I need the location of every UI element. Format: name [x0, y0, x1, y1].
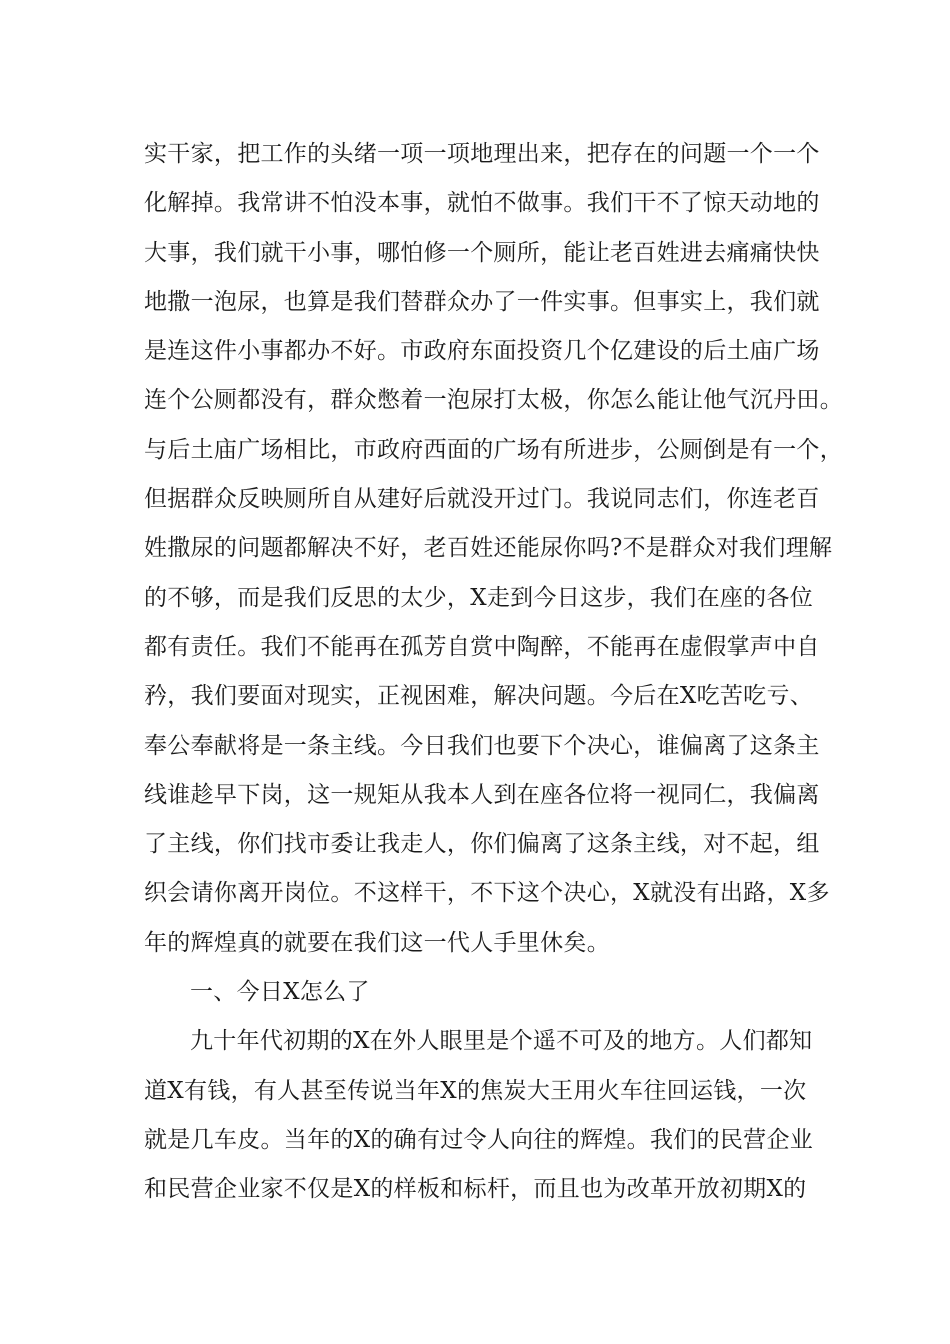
text-line: 大事，我们就干小事，哪怕修一个厕所，能让老百姓进去痛痛快快: [144, 239, 820, 266]
text-line: 都有责任。我们不能再在孤芳自赏中陶醉，不能再在虚假掌声中自: [144, 633, 820, 660]
text-line: 化解掉。我常讲不怕没本事，就怕不做事。我们干不了惊天动地的: [144, 190, 820, 217]
text-line: 线谁趁早下岗，这一规矩从我本人到在座各位将一视同仁，我偏离: [144, 781, 820, 808]
text-line: 奉公奉献将是一条主线。今日我们也要下个决心，谁偏离了这条主: [144, 732, 820, 759]
text-line: 织会请你离开岗位。不这样干，不下这个决心，X就没有出路，X多: [144, 880, 830, 907]
text-line: 地撒一泡尿，也算是我们替群众办了一件实事。但事实上，我们就: [144, 288, 820, 315]
text-line: 的不够，而是我们反思的太少，X走到今日这步，我们在座的各位: [144, 584, 814, 611]
section-heading: 一、今日X怎么了: [190, 979, 370, 1006]
text-line: 年的辉煌真的就要在我们这一代人手里休矣。: [144, 929, 610, 956]
text-line: 道X有钱，有人甚至传说当年X的焦炭大王用火车往回运钱，一次: [144, 1077, 807, 1104]
text-line: 连个公厕都没有，群众憋着一泡尿打太极，你怎么能让他气沉丹田。: [144, 387, 843, 414]
text-line: 和民营企业家不仅是X的样板和标杆，而且也为改革开放初期X的: [144, 1176, 807, 1203]
text-line: 实干家，把工作的头绪一项一项地理出来，把存在的问题一个一个: [144, 141, 820, 167]
text-line: 姓撒尿的问题都解决不好，老百姓还能尿你吗?不是群众对我们理解: [144, 535, 833, 562]
body-text: [144, 130, 843, 1215]
text-line: 与后土庙广场相比，市政府西面的广场有所进步，公厕倒是有一个，: [144, 436, 843, 463]
text-line: 矜，我们要面对现实，正视困难，解决问题。今后在X吃苦吃亏、: [144, 683, 814, 710]
text-line: 了主线，你们找市委让我走人，你们偏离了这条主线，对不起，组: [144, 831, 820, 858]
text-line: 就是几车皮。当年的X的确有过令人向往的辉煌。我们的民营企业: [144, 1126, 814, 1153]
text-line: 但据群众反映厕所自从建好后就没开过门。我说同志们，你连老百: [144, 486, 820, 513]
text-line: 九十年代初期的X在外人眼里是个遥不可及的地方。人们都知: [190, 1028, 813, 1055]
text-line: 是连这件小事都办不好。市政府东面投资几个亿建设的后土庙广场: [144, 338, 820, 365]
